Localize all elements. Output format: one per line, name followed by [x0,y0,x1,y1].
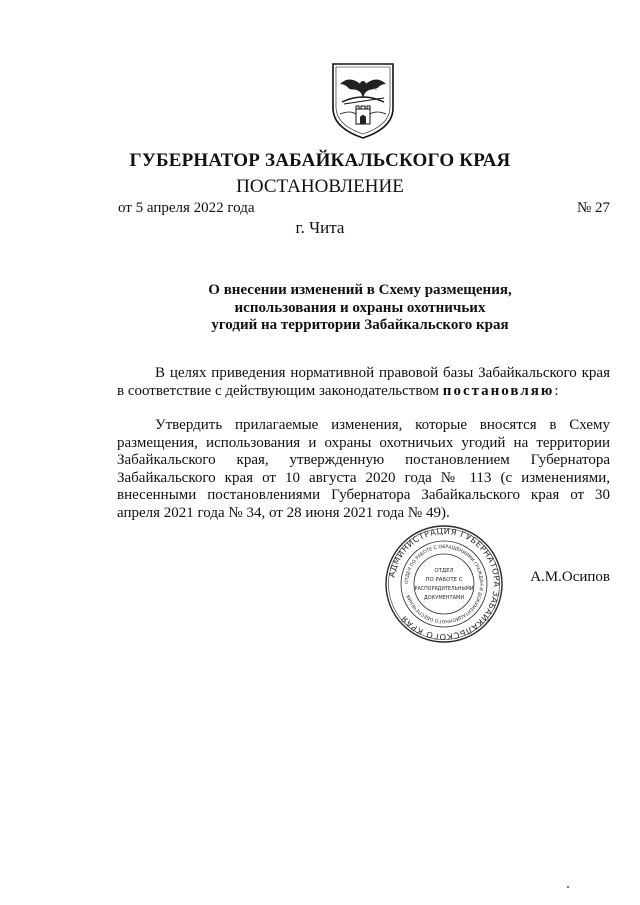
coat-of-arms-emblem [330,62,396,140]
document-type: ПОСТАНОВЛЕНИЕ [236,176,404,197]
issuing-authority: ГУБЕРНАТОР ЗАБАЙКАЛЬСКОГО КРАЯ [129,150,511,171]
stamp-center-line: ДОКУМЕНТАМИ [423,595,465,601]
stamp-center-line: ОТДЕЛ [434,568,454,574]
signatory-name: А.М.Осипов [530,569,610,585]
resolution-paragraph: Утвердить прилагаемые изменения, которые вносятся в Схему размещения, использования и охраны охотничьих угодий на территории Забайкальского края, утвержденную постановлением Губернатора Забайкальского края от 10 августа 2020 года № 113 (с изменениями, внесенными постановлениями Губернатора Забайкальского края от 30 апреля 2021 года № 34, от 28 июня 2021 года № 49). [117,417,610,521]
preamble-end: : [554,382,559,399]
official-stamp [383,523,505,645]
preamble-text: В целях приведения нормативной правовой базы Забайкальского края в соответствие с действующим законодательством [117,365,610,399]
resolve-word: постановляю [442,382,555,399]
subject-line: О внесении изменений в Схему размещения, [208,282,512,298]
stamp-center-line: РАСПОРЯДИТЕЛЬНЫМИ [414,587,474,592]
preamble-paragraph [117,365,610,400]
stamp-outer-text: АДМИНИСТРАЦИЯ ГУБЕРНАТОРА ЗАБАЙКАЛЬСКОГО КРАЯ [386,525,503,643]
subject-line: угодий на территории Забайкальского края [211,317,509,333]
document-date: от 5 апреля 2022 года [118,200,255,216]
stamp-inner-text: ОТДЕЛ ПО РАБОТЕ С ОБРАЩЕНИЯМИ ГРАЖДАН И ДОКУМЕНТАЦИОННОГО ОБЕСПЕЧЕНИЯ [404,544,484,624]
scan-speck [567,886,569,888]
subject-line: использования и охраны охотничьих [234,299,486,316]
stamp-center-line: ПО РАБОТЕ С [425,577,463,583]
document-number: № 27 [576,200,610,216]
document-city: г. Чита [295,218,345,237]
document-subject [150,282,570,335]
